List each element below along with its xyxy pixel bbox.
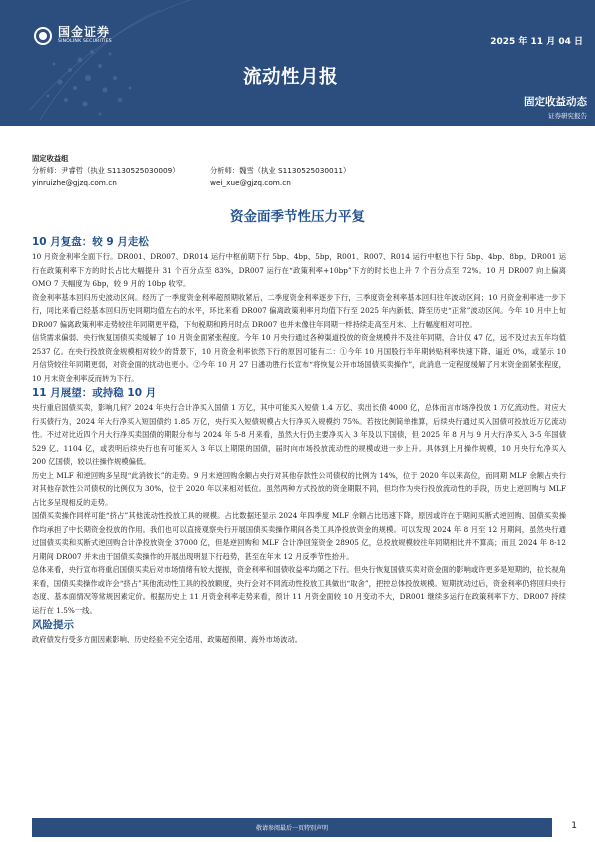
decorative-pattern (0, 0, 250, 126)
paragraph: 政府债发行受多方面因素影响、历史经验不完全适用、政策超预期、海外市场波动。 (32, 635, 303, 644)
logo-text-cn: 国金证券 (58, 25, 111, 39)
company-logo (34, 26, 112, 45)
logo-text-en: SINOLINK SECURITIES (58, 39, 112, 44)
analyst-block (32, 153, 350, 188)
logo-icon (34, 27, 52, 45)
paragraph: 资金利率基本回归历史波动区间。经历了一季度资金利率超预期收紧后，二季度资金利率逐步下行，三季度资金利率基本回归往年波动区间；10 月资金利率进一步下行，同比来看已经基本回归历史同期均值左右的水平，环比来看 DR007 偏离政策利率月均值下行至 2025 年内新低、降至历史“正常”波动区间。今年 10 月中上旬 DR007 偏离政策利率走势较往年同期更平稳，下旬税期和跨月时点 DR007 也并未像往年同期一样持续走高至月末、上行幅度相对可控。 (32, 292, 566, 329)
header-banner (0, 0, 595, 126)
analyst-2-email[interactable]: wei_xue@gjzq.com.cn (210, 177, 291, 187)
analyst-1: 分析师：尹睿哲（执业 S1130525030009） (32, 165, 180, 175)
report-body (32, 234, 566, 647)
document-title: 资金面季节性压力平复 (230, 209, 365, 225)
paragraph: 国债买卖操作同样可能“挤占”其他流动性投放工具的规模。占比数据还显示 2024 年四季度 MLF 余额占比迅速下降，原因或许在于期间买断式逆回购、国债买卖操作均承担了中长期资金投放的作用。我们也可以直接观察央行开展国债买卖操作期间各类工具净投放资金的规模。可以发现 2024 年 8 月至 12 月期间，虽然央行通过国债买卖和买断式逆回购合计净投放资金 37000 亿，但是逆回购和 MLF 合计净回笼资金 28905 亿，总投放规模较往年同期相比并不算高；而且 2024 年 8-12 月期间 DR007 并未由于国债买卖操作的开展出现明显下行趋势，甚至在年末 12 月反季节性抬升。 (32, 511, 566, 561)
paragraph: 总体来看，央行宣布将重启国债买卖后对市场情绪有较大提振，资金利率和国债收益率均随之下行。但央行恢复国债买卖对资金面的影响或许更多是短期的，拉长视角来看，国债买卖操作或许会“挤占”其他流动性工具的投放额度，央行会对不同流动性投放工具做出“取舍”，把控总体投放规模。短期扰动过后，资金利率仍将回归央行态度、基本面情况等常规因素定价。根据历史上 11 月资金利率走势来看，预计 11 月资金面较 10 月变动不大，DR001 继续多运行在政策利率下方、DR007 持续运行在 1.5%一线。 (32, 565, 566, 615)
report-category: 固定收益动态 (524, 96, 587, 108)
section-heading: 11 月展望：或持稳 10 月 (32, 387, 157, 399)
report-title: 流动性月报 (243, 67, 339, 88)
analyst-1-email[interactable]: yinruizhe@gjzq.com.cn (32, 177, 117, 187)
paragraph: 信贷需求偏弱、央行恢复国债买卖缓解了 10 月资金面紧张程度。今年 10 月央行通过各种渠道投放的资金规模并不及往年同期，合计仅 47 亿，远不及过去五年均值 2537 亿。在央行投放资金规模相对较少的背景下，10 月资金利率依然下行的原因可能有二：①今年 10 月国股行半年期转贴利率快速下降、逼近 0%，或显示 10 月信贷较往年同期更弱，对资金面的扰动也更小。②今年 10 月 27 日潘功胜行长宣布“将恢复公开市场国债买卖操作”，此消息一定程度缓解了月末资金面紧张程度，10 月末资金利率反而转为下行。 (32, 333, 566, 383)
section-heading: 10 月复盘：较 9 月走松 (32, 236, 149, 248)
footer (0, 818, 595, 842)
disclaimer-link[interactable]: 敬请参阅最后一页特别声明 (255, 825, 328, 832)
analyst-2: 分析师：魏雪（执业 S1130525030011） (210, 165, 351, 175)
team-name: 固定收益组 (32, 154, 69, 163)
report-subcategory: 证券研究报告 (548, 112, 587, 120)
page-number: 1 (571, 821, 577, 831)
report-date: 2025 年 11 月 04 日 (490, 37, 583, 47)
paragraph: 10 月资金利率全面下行。DR001、DR007、DR014 运行中枢前期下行 5bp、4bp、5bp，R001、R007、R014 运行中枢也下行 5bp、4bp、8bp。DR001 运行在政策利率下方的时长占比大幅提升 31 个百分点至 83%，DR007 运行在“政策利率+10bp”下方的时长也上升 7 个百分点至 72%。10 月 DR007 向上偏离 OMO 7 天幅度为 6bp，较 9 月的 10bp 收窄。 (32, 252, 566, 288)
paragraph: 央行重启国债买卖，影响几何？2024 年央行合计净买入国债 1 万亿，其中可能买入短债 1.4 万亿、卖出长债 4000 亿，总体而言市场净投放 1 万亿流动性。对应大行买债行为，2024 年大行净买入短国债约 1.85 万亿，央行买入短债规模占大行净买入规模约 75%。若按比例简单推算，后续央行通过买入国债可投放近万亿流动性。不过对比近四个月大行净买卖国债的期限分布与 2024 年 5-8 月来看，虽然大行仍主要净买入 3 年及以下国债，但 2025 年 8 月与 9 月大行净买入 3-5 年国债 529 亿、1104 亿，或表明后续央行也有可能买入 3 年以上期限的国债，届时向市场投放流动性的规模或进一步上升。具体到上月操作规模，10 月央行允净买入 200 亿国债，较以往操作规模偏低。 (32, 403, 566, 466)
section-heading: 风险提示 (32, 619, 74, 631)
paragraph: 历史上 MLF 和逆回购多呈现“此消彼长”的走势。9 月末逆回购余额占央行对其他存款性公司债权的比例为 14%，位于 2020 年以来高位，而同期 MLF 余额占央行对其他存款性公司债权的比例仅为 30%，位于 2020 年以来相对低位。虽然两种方式投放的资金期限不同，但均作为央行投放流动性的手段，历史上逆回购与 MLF 占比多呈现相反的走势。 (32, 470, 566, 507)
